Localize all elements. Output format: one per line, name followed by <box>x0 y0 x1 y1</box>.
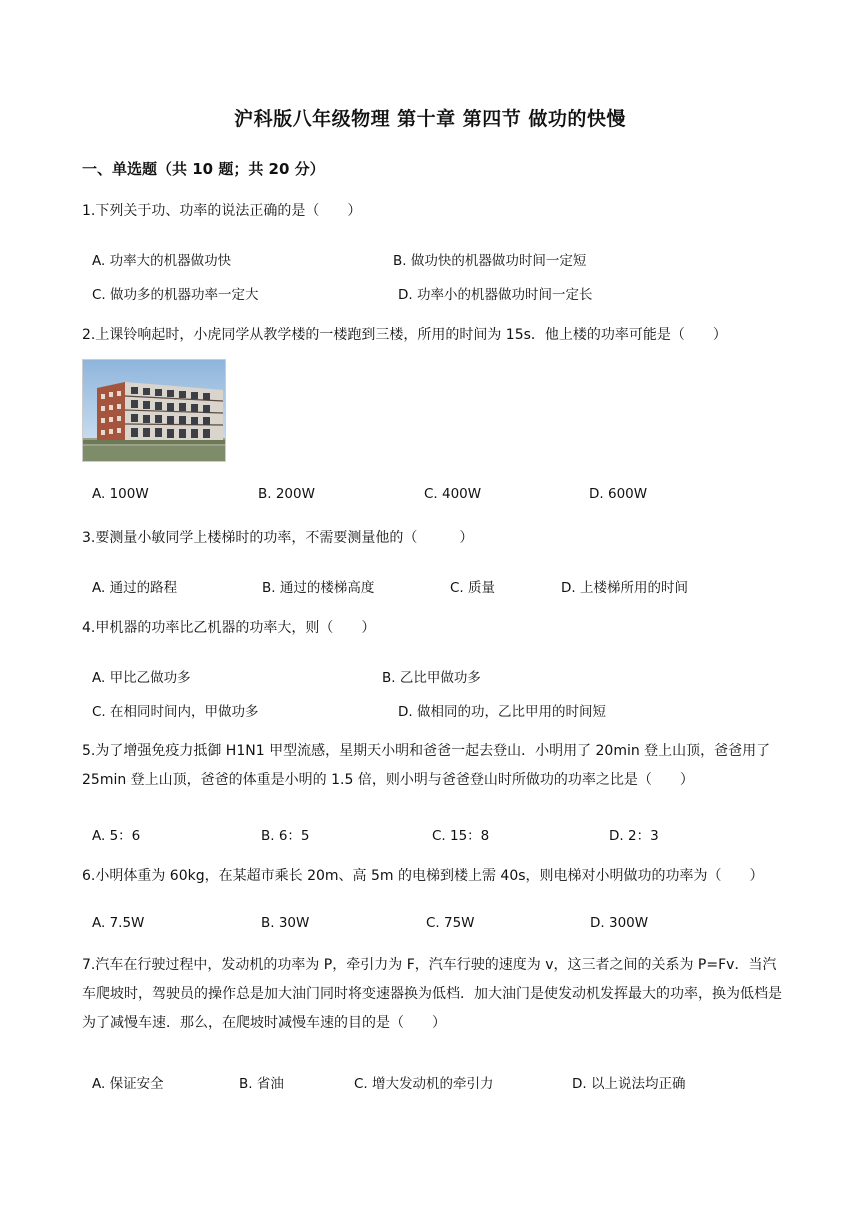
question-2-option-c[interactable]: C. 400W <box>424 486 482 502</box>
question-2-option-a[interactable]: A. 100W <box>92 486 149 502</box>
question-5-text: 5.为了增强免疫力抵御 H1N1 甲型流感，星期天小明和爸爸一起去登山．小明用了 20min 登上山顶，爸爸用了 25min 登上山顶，爸爸的体重是小明的 1.5 倍，则小明与爸爸登山时所做功的功率之比是（ ） <box>82 743 771 788</box>
question-4-text: 4.甲机器的功率比乙机器的功率大，则（ ） <box>82 620 376 636</box>
question-7-option-d[interactable]: D. 以上说法均正确 <box>572 1076 686 1092</box>
question-4-option-a[interactable]: A. 甲比乙做功多 <box>92 670 191 686</box>
question-6-option-c[interactable]: C. 75W <box>426 915 475 931</box>
question-5-option-c[interactable]: C. 15：8 <box>432 828 490 844</box>
question-4-option-d[interactable]: D. 做相同的功，乙比甲用的时间短 <box>398 704 606 720</box>
school-building-photo <box>82 359 226 462</box>
question-7-option-b[interactable]: B. 省油 <box>239 1076 284 1092</box>
question-2-option-b[interactable]: B. 200W <box>258 486 315 502</box>
question-4-option-b[interactable]: B. 乙比甲做功多 <box>382 670 481 686</box>
question-1-option-a[interactable]: A. 功率大的机器做功快 <box>92 253 232 269</box>
question-7-option-a[interactable]: A. 保证安全 <box>92 1076 164 1092</box>
question-7-option-c[interactable]: C. 增大发动机的牵引力 <box>354 1076 494 1092</box>
question-1-text: 1.下列关于功、功率的说法正确的是（ ） <box>82 203 362 219</box>
question-5-option-b[interactable]: B. 6：5 <box>261 828 310 844</box>
question-3-text: 3.要测量小敏同学上楼梯时的功率，不需要测量他的（ ） <box>82 530 474 546</box>
document-title: 沪科版八年级物理 第十章 第四节 做功的快慢 <box>234 108 626 130</box>
question-5-option-a[interactable]: A. 5：6 <box>92 828 141 844</box>
question-3-option-c[interactable]: C. 质量 <box>450 580 496 596</box>
question-2-option-d[interactable]: D. 600W <box>589 486 648 502</box>
question-6-option-a[interactable]: A. 7.5W <box>92 915 145 931</box>
question-1-option-d[interactable]: D. 功率小的机器做功时间一定长 <box>398 287 593 303</box>
question-6-option-b[interactable]: B. 30W <box>261 915 310 931</box>
question-1-option-b[interactable]: B. 做功快的机器做功时间一定短 <box>393 253 587 269</box>
question-5-option-d[interactable]: D. 2：3 <box>609 828 659 844</box>
question-3-option-d[interactable]: D. 上楼梯所用的时间 <box>561 580 688 596</box>
question-2-text: 2.上课铃响起时，小虎同学从教学楼的一楼跑到三楼，所用的时间为 15s．他上楼的功率可能是（ ） <box>82 327 727 343</box>
question-3-option-b[interactable]: B. 通过的楼梯高度 <box>262 580 375 596</box>
question-6-option-d[interactable]: D. 300W <box>590 915 649 931</box>
question-6-text: 6.小明体重为 60kg，在某超市乘长 20m、高 5m 的电梯到楼上需 40s，则电梯对小明做功的功率为（ ） <box>82 868 764 884</box>
question-4-option-c[interactable]: C. 在相同时间内，甲做功多 <box>92 704 259 720</box>
question-1-option-c[interactable]: C. 做功多的机器功率一定大 <box>92 287 259 303</box>
question-7-text: 7.汽车在行驶过程中，发动机的功率为 P，牵引力为 F，汽车行驶的速度为 v，这三者之间的关系为 P=Fv．当汽车爬坡时，驾驶员的操作总是加大油门同时将变速器换为低档．加大油门是使发动机发挥最大的功率，换为低档是为了减慢车速．那么，在爬坡时减慢车速的目的是（ ） <box>82 957 782 1031</box>
section-heading: 一、单选题（共 10 题；共 20 分） <box>82 160 325 178</box>
question-3-option-a[interactable]: A. 通过的路程 <box>92 580 178 596</box>
